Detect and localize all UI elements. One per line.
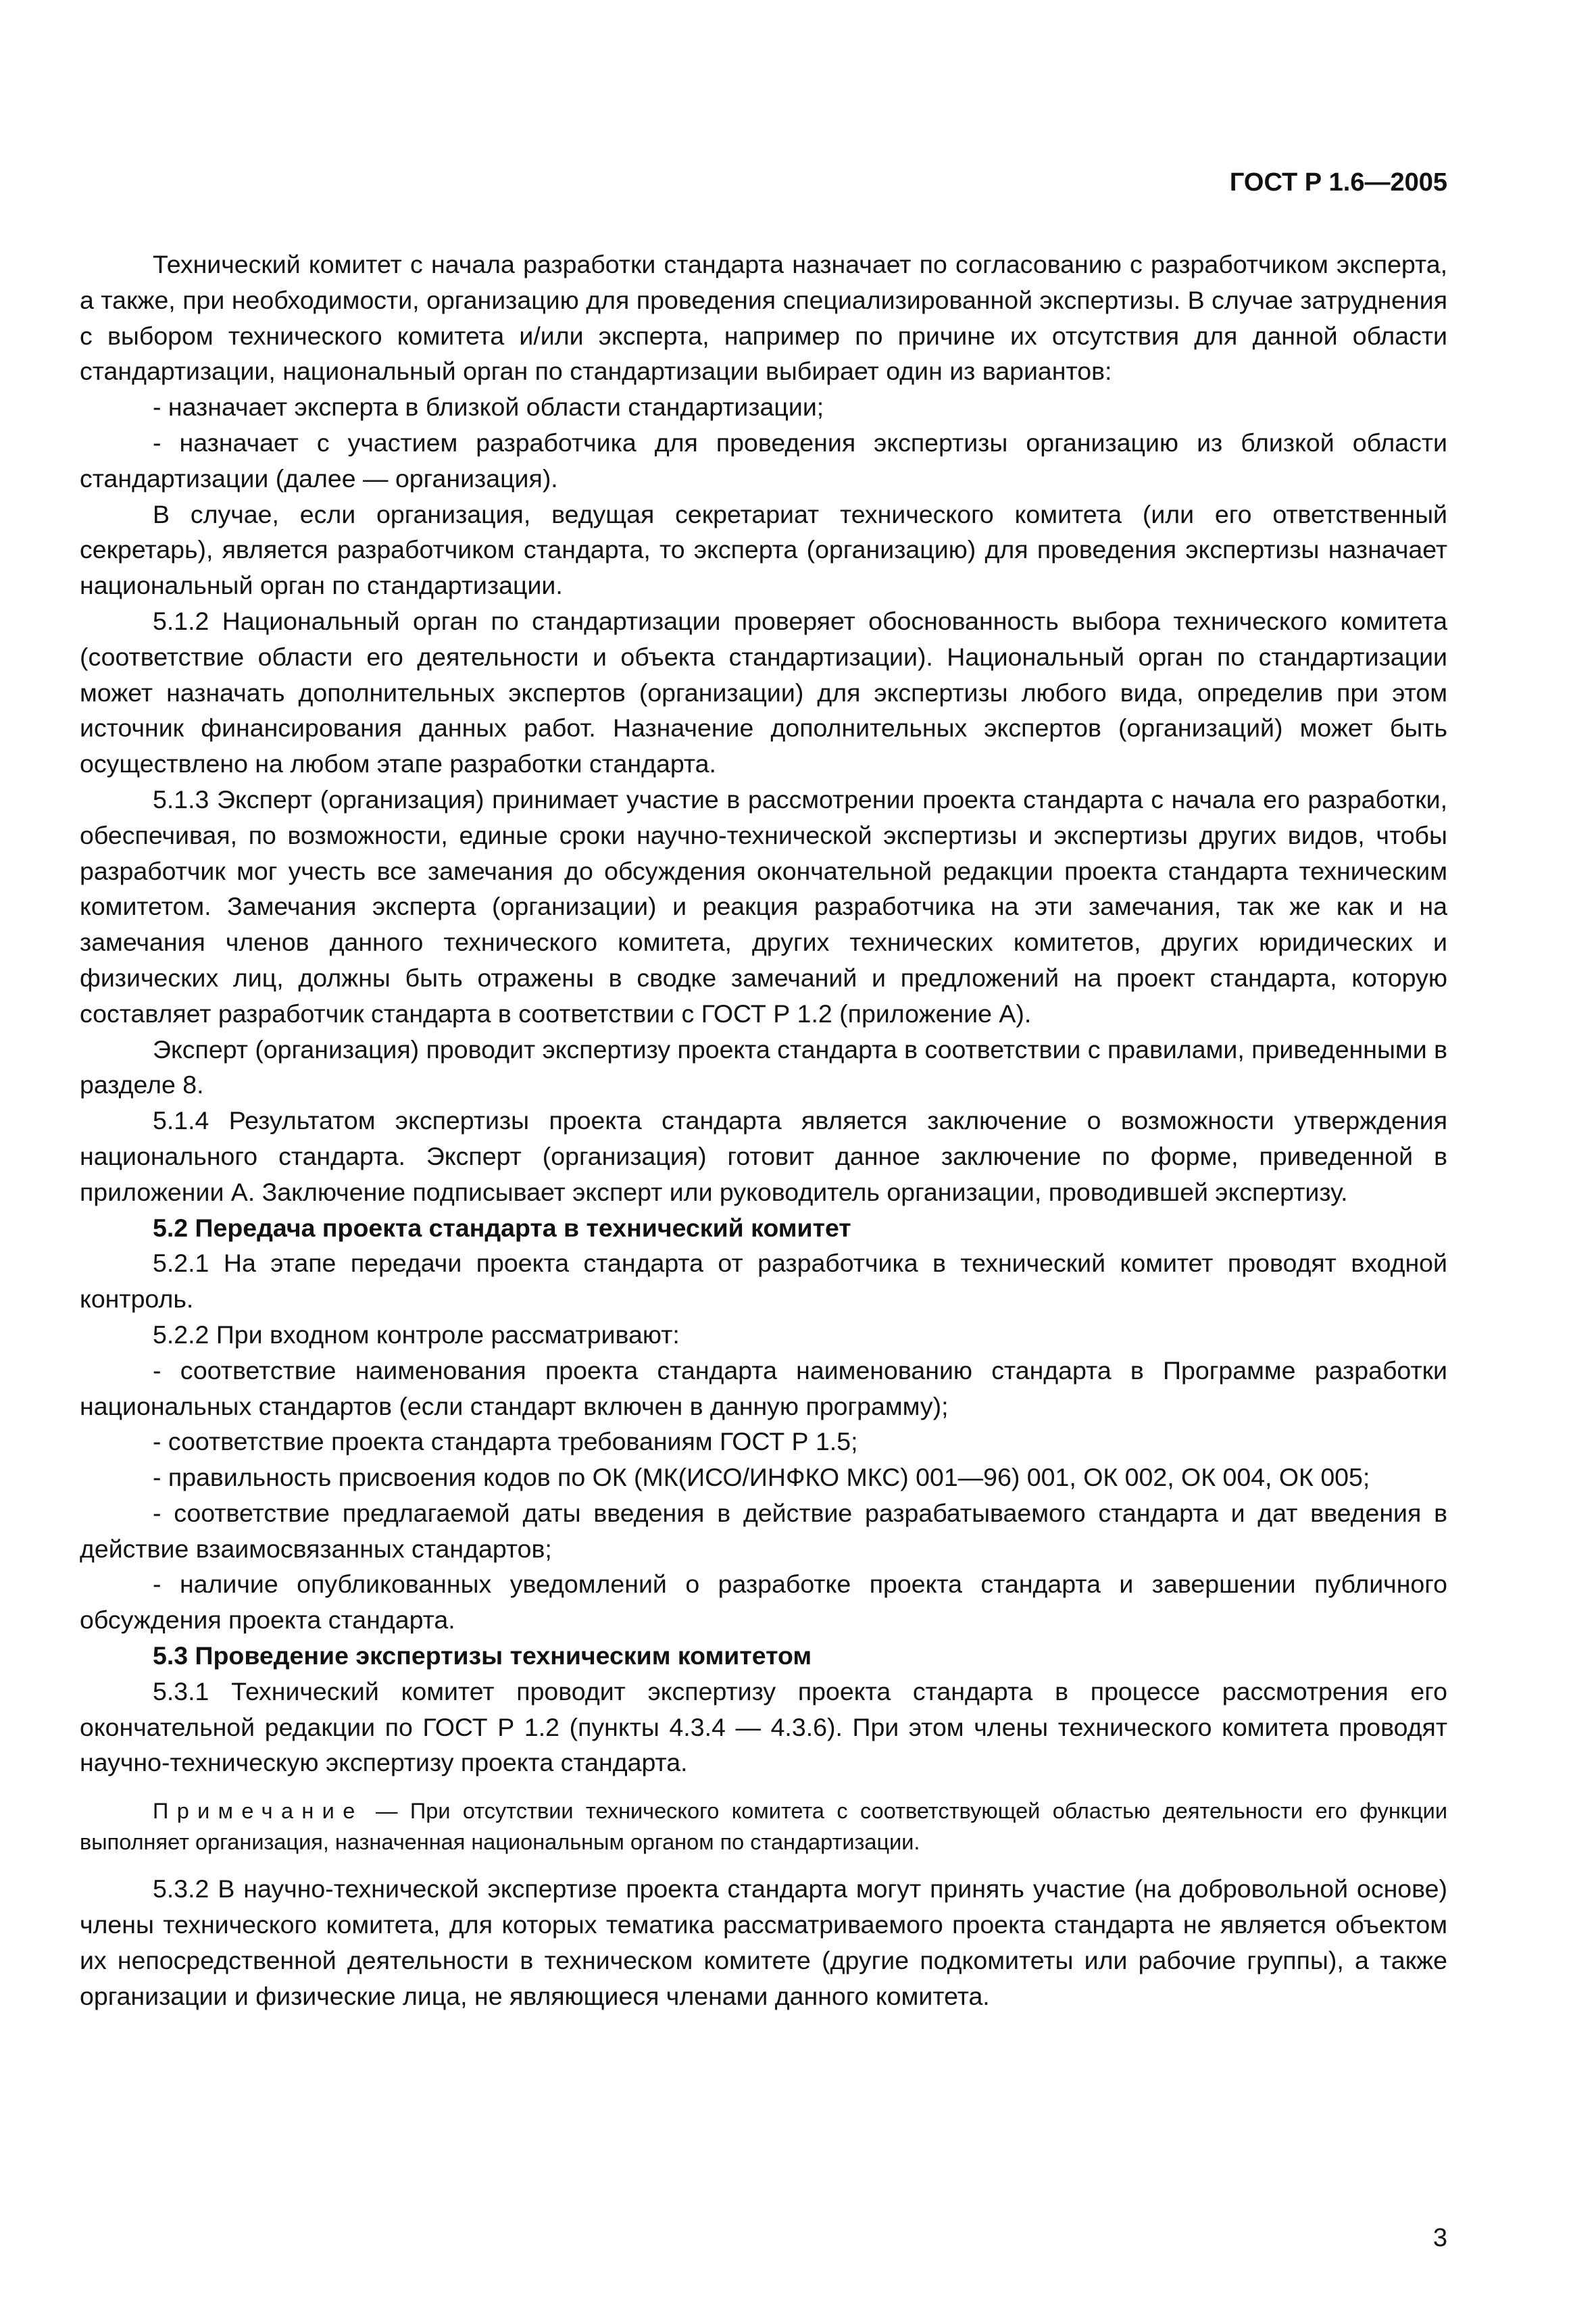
document-body: [80, 247, 1447, 2014]
note-block: [80, 1795, 1447, 1858]
document-page: [80, 0, 1447, 2315]
clause-5-2-2: 5.2.2 При входном контроле рассматривают:: [153, 1320, 680, 1349]
clause-5-1-3-continued: Эксперт (организация) проводит экспертизу проекта стандарта в соответствии с правилами, приведенными в разделе 8.: [80, 1035, 1447, 1099]
clause-5-1-2: 5.1.2 Национальный орган по стандартизации проверяет обоснованность выбора технического комитета (соответствие области его деятельности и объекта стандартизации). Национальный орган по стандартизации может назначать дополнительных экспертов (организации) для экспертизы любого вида, определив при этом источник финансирования данных работ. Назначение дополнительных экспертов (организаций) может быть осуществлено на любом этапе разработки стандарта.: [80, 606, 1447, 778]
paragraph-committee-assigns-expert: Технический комитет с начала разработки стандарта назначает по согласованию с разработчиком эксперта, а также, при необходимости, организацию для проведения специализированной экспертизы. В случае затруднения с выбором технического комитета и/или эксперта, например по причине их отсутствия для данной области стандартизации, национальный орган по стандартизации выбирает один из вариантов:: [80, 250, 1447, 386]
note-paragraph: [80, 1795, 1447, 1858]
list-item: - соответствие наименования проекта стандарта наименованию стандарта в Программе разработки национальных стандартов (если стандарт включен в данную программу);: [80, 1355, 1447, 1420]
section-heading-5-3: 5.3 Проведение экспертизы техническим комитетом: [153, 1641, 812, 1670]
clause-5-1-4: 5.1.4 Результатом экспертизы проекта стандарта является заключение о возможности утверждения национального стандарта. Эксперт (организация) готовит данное заключение по форме, приведенной в приложении А. Заключение подписывает эксперт или руководитель организации, проводившей экспертизу.: [80, 1106, 1447, 1206]
clause-5-3-2: 5.3.2 В научно-технической экспертизе проекта стандарта могут принять участие (на добровольной основе) члены технического комитета, для которых тематика рассматриваемого проекта стандарта не является объектом их непосредственной деятельности в техническом комитете (другие подкомитеты или рабочие группы), а также организации и физические лица, не являющиеся членами данного комитета.: [80, 1874, 1447, 2010]
list-item: - правильность присвоения кодов по ОК (МК(ИСО/ИНФКО МКС) 001—96) 001, ОК 002, ОК 004, ОК 005;: [153, 1463, 1370, 1492]
list-item: - назначает с участием разработчика для проведения экспертизы организацию из близкой области стандартизации (далее — организация).: [80, 428, 1447, 493]
list-item: - назначает эксперта в близкой области стандартизации;: [153, 393, 824, 422]
clause-5-1-3: 5.1.3 Эксперт (организация) принимает участие в рассмотрении проекта стандарта с начала его разработки, обеспечивая, по возможности, единые сроки научно-технической экспертизы и экспертизы других видов, чтобы разработчик мог учесть все замечания до обсуждения окончательной редакции проекта стандарта техническим комитетом. Замечания эксперта (организации) и реакция разработчика на эти замечания, так же как и на замечания членов данного технического комитета, других технических комитетов, других юридических и физических лиц, должны быть отражены в сводке замечаний и предложений на проект стандарта, которую составляет разработчик стандарта в соответствии с ГОСТ Р 1.2 (приложение А).: [80, 785, 1447, 1028]
clause-5-2-1: 5.2.1 На этапе передачи проекта стандарта от разработчика в технический комитет проводят входной контроль.: [80, 1249, 1447, 1314]
list-item: - наличие опубликованных уведомлений о разработке проекта стандарта и завершении публичного обсуждения проекта стандарта.: [80, 1570, 1447, 1635]
page-number: 3: [1432, 2224, 1447, 2252]
clause-5-3-1: 5.3.1 Технический комитет проводит экспертизу проекта стандарта в процессе рассмотрения его окончательной редакции по ГОСТ Р 1.2 (пункты 4.3.4 — 4.3.6). При этом члены технического комитета проводят научно-техническую экспертизу проекта стандарта.: [80, 1676, 1447, 1777]
section-heading-5-2: 5.2 Передача проекта стандарта в технический комитет: [153, 1213, 851, 1242]
list-item: - соответствие проекта стандарта требованиям ГОСТ Р 1.5;: [153, 1427, 858, 1456]
list-item: - соответствие предлагаемой даты введения в действие разрабатываемого стандарта и дат введения в действие взаимосвязанных стандартов;: [80, 1498, 1447, 1563]
paragraph-secretariat-case: В случае, если организация, ведущая секретариат технического комитета (или его ответственный секретарь), является разработчиком стандарта, то эксперта (организацию) для проведения экспертизы назначает национальный орган по стандартизации.: [80, 499, 1447, 600]
note-text: — При отсутствии технического комитета с соответствующей областью деятельности его функции выполняет организация, назначенная национальным органом по стандартизации.: [80, 1799, 1447, 1855]
document-header: ГОСТ Р 1.6—2005: [1229, 168, 1447, 197]
note-label: Примечание: [153, 1799, 364, 1824]
